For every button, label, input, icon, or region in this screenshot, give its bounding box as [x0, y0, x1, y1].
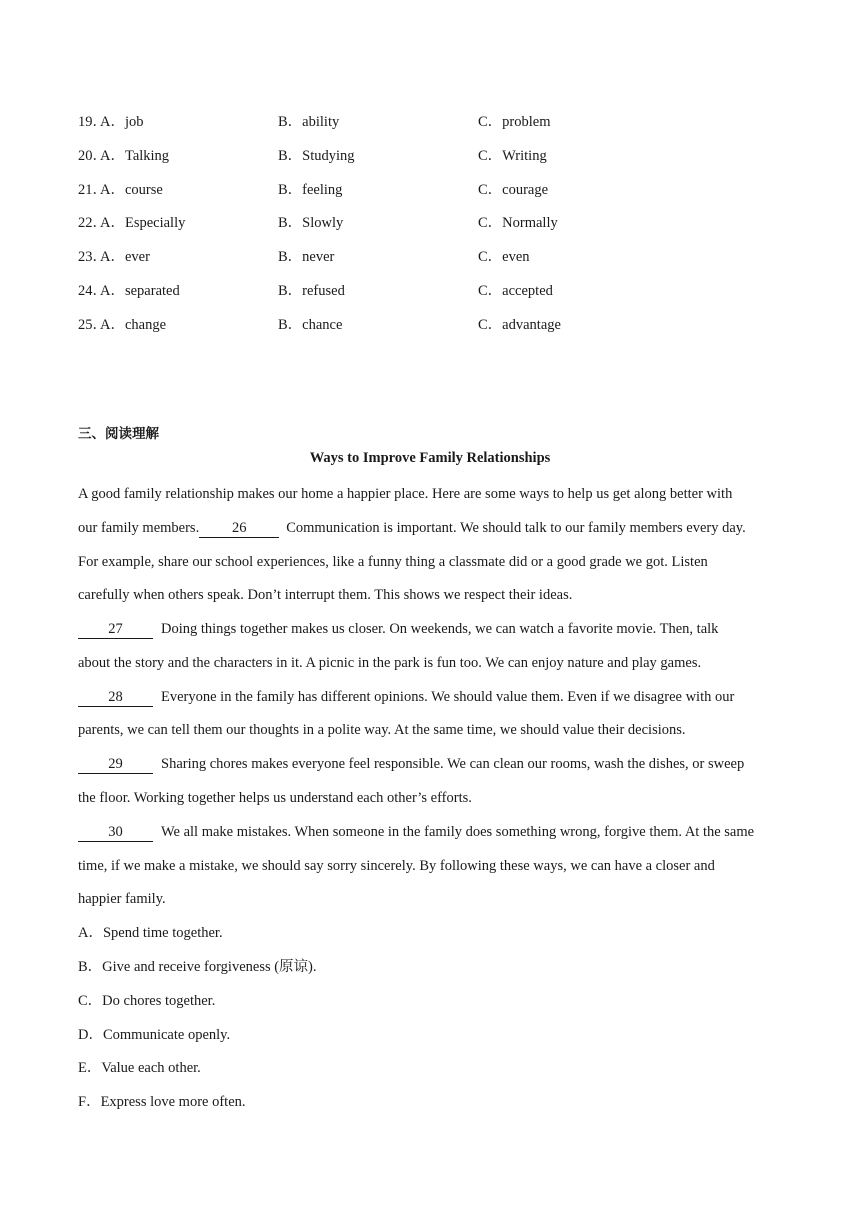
answer-choice: E．Value each other.: [78, 1060, 201, 1076]
passage-line: carefully when others speak. Don’t interrupt them. This shows we respect their ideas.: [78, 587, 573, 603]
option-row: [78, 146, 778, 166]
option-c: C．courage: [478, 182, 549, 198]
option-a: A．ever: [100, 249, 150, 265]
answer-choice: D．Communicate openly.: [78, 1027, 231, 1043]
option-c: C．problem: [478, 114, 551, 130]
option-b: B．chance: [278, 317, 343, 333]
passage-line: [78, 518, 746, 538]
passage-text: We all make mistakes. When someone in the family does something wrong, forgive them. At the same: [161, 824, 755, 840]
passage-line: [78, 754, 744, 774]
passage-line: A good family relationship makes our home a happier place. Here are some ways to help us get along better with: [78, 486, 733, 502]
option-a: A．course: [100, 182, 163, 198]
option-row: [78, 281, 778, 301]
passage-line: happier family.: [78, 891, 166, 907]
passage-line: For example, share our school experiences, like a funny thing a classmate did or a good grade we got. Listen: [78, 554, 708, 570]
passage-line: parents, we can tell them our thoughts in a polite way. At the same time, we should value their decisions.: [78, 722, 686, 738]
passage-title: Ways to Improve Family Relationships: [309, 450, 551, 466]
passage-line: [78, 822, 754, 842]
question-number: 20．: [78, 148, 107, 164]
option-c: C．accepted: [478, 283, 553, 299]
question-number: 19．: [78, 114, 107, 130]
blank-28: 28: [78, 689, 153, 707]
option-row: [78, 213, 778, 233]
answer-choice: F．Express love more often.: [78, 1094, 246, 1110]
passage-line: about the story and the characters in it. A picnic in the park is fun too. We can enjoy nature and play games.: [78, 655, 702, 671]
passage-text: Everyone in the family has different opinions. We should value them. Even if we disagree with our: [161, 689, 735, 705]
option-c: C．Writing: [478, 148, 547, 164]
blank-30: 30: [78, 824, 153, 842]
passage-line: [78, 619, 718, 639]
option-row: [78, 180, 778, 200]
blank-29: 29: [78, 756, 153, 774]
question-number: 23．: [78, 249, 107, 265]
option-a: A．separated: [100, 283, 180, 299]
option-c: C．advantage: [478, 317, 561, 333]
option-b: B．ability: [278, 114, 340, 130]
option-b: B．refused: [278, 283, 345, 299]
passage-line: the floor. Working together helps us understand each other’s efforts.: [78, 790, 472, 806]
question-number: 24．: [78, 283, 107, 299]
question-number: 21．: [78, 182, 107, 198]
passage-line: [78, 687, 734, 707]
passage-line: time, if we make a mistake, we should say sorry sincerely. By following these ways, we can have a closer and: [78, 858, 715, 874]
option-c: C．even: [478, 249, 530, 265]
option-a: A．change: [100, 317, 167, 333]
option-b: B．Studying: [278, 148, 355, 164]
option-a: A．Especially: [100, 215, 186, 231]
blank-27: 27: [78, 621, 153, 639]
option-row: [78, 247, 778, 267]
passage-text: Sharing chores makes everyone feel responsible. We can clean our rooms, wash the dishes, or sweep: [161, 756, 745, 772]
option-a: A．job: [100, 114, 144, 130]
section-heading: 三、阅读理解: [78, 426, 159, 442]
option-row: [78, 112, 778, 132]
option-b: B．feeling: [278, 182, 343, 198]
option-c: C．Normally: [478, 215, 558, 231]
passage-text: our family members.: [78, 520, 200, 536]
question-number: 25．: [78, 317, 107, 333]
answer-choice: C．Do chores together.: [78, 993, 216, 1009]
answer-choice: B．Give and receive forgiveness (原谅).: [78, 959, 317, 975]
passage-text: Communication is important. We should talk to our family members every day.: [286, 520, 746, 536]
question-number: 22．: [78, 215, 107, 231]
option-a: A．Talking: [100, 148, 170, 164]
blank-26: 26: [199, 520, 279, 538]
answer-choice: A．Spend time together.: [78, 925, 223, 941]
option-b: B．Slowly: [278, 215, 344, 231]
option-b: B．never: [278, 249, 335, 265]
passage-text: Doing things together makes us closer. On weekends, we can watch a favorite movie. Then, talk: [161, 621, 719, 637]
option-row: [78, 315, 778, 335]
